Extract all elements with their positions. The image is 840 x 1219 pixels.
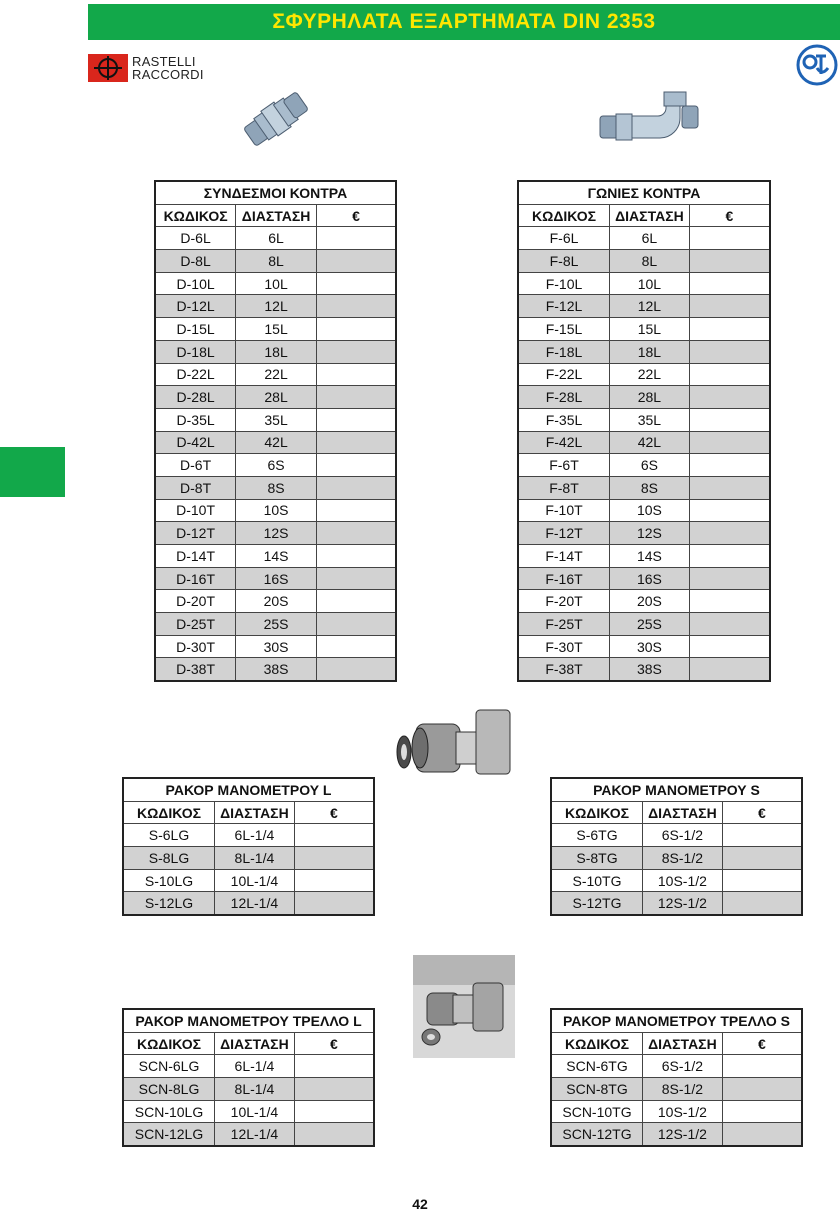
table-row [123,824,374,847]
table-title: ΡΑΚΟΡ ΜΑΝΟΜΕΤΡΟΥ ΤΡΕΛΛΟ L [123,1009,374,1032]
table-row [155,613,396,636]
cell-code: D-22L [155,363,236,386]
company-emblem-icon [796,44,838,86]
table-gauge-fitting-l [122,777,375,916]
table-row [518,227,770,250]
cell-code: S-10LG [123,869,215,892]
table-row [155,635,396,658]
col-header-size: ΔΙΑΣΤΑΣΗ [610,204,690,227]
cell-code: D-20T [155,590,236,613]
table-row [551,869,802,892]
cell-price [722,892,802,915]
brand-line-2: RACCORDI [132,67,204,82]
gauge-fitting-photo [392,702,516,778]
cell-code: F-35L [518,408,610,431]
page-number: 42 [412,1196,428,1212]
table-row [518,408,770,431]
cell-code: F-6L [518,227,610,250]
cell-code: D-18L [155,340,236,363]
cell-code: F-28L [518,386,610,409]
cell-price [689,431,770,454]
elbow-union-photo [592,86,702,156]
table-swivel-gauge-fitting-s [550,1008,803,1147]
cell-size: 6S-1/2 [643,1055,723,1078]
cell-size: 6S [610,454,690,477]
table-row [123,1123,374,1146]
table-title: ΡΑΚΟΡ ΜΑΝΟΜΕΤΡΟΥ S [551,778,802,801]
cell-size: 42L [610,431,690,454]
col-header-code: ΚΩΔΙΚΟΣ [123,801,215,824]
section-side-tab [0,447,65,497]
cell-price [316,658,396,681]
table-row [551,892,802,915]
cell-size: 38S [610,658,690,681]
table-row [518,590,770,613]
cell-size: 8S-1/2 [643,1078,723,1101]
cell-price [294,1123,374,1146]
cell-size: 12S [236,522,317,545]
table-row [123,1055,374,1078]
cell-size: 20S [610,590,690,613]
table-row [518,295,770,318]
table-row [155,590,396,613]
cell-price [316,363,396,386]
cell-price [689,295,770,318]
cell-price [689,476,770,499]
cell-code: F-6T [518,454,610,477]
cell-size: 35L [236,408,317,431]
cell-price [316,567,396,590]
cell-price [689,590,770,613]
table-row [518,318,770,341]
cell-price [316,431,396,454]
cell-price [316,386,396,409]
cell-price [689,454,770,477]
cell-code: SCN-12TG [551,1123,643,1146]
cell-price [722,847,802,870]
cell-code: F-10T [518,499,610,522]
cell-size: 30S [236,635,317,658]
cell-price [689,522,770,545]
col-header-code: ΚΩΔΙΚΟΣ [123,1032,215,1055]
cell-code: D-42L [155,431,236,454]
cell-code: F-12L [518,295,610,318]
cell-size: 15L [236,318,317,341]
cell-price [294,1100,374,1123]
table-row [518,499,770,522]
cell-size: 16S [236,567,317,590]
table-elbow-connectors [517,180,771,682]
cell-price [316,250,396,273]
cell-size: 25S [236,613,317,636]
cell-price [689,408,770,431]
cell-size: 18L [236,340,317,363]
swivel-gauge-fitting-photo [413,955,515,1058]
table-row [155,476,396,499]
table-row [551,1123,802,1146]
table-row [518,431,770,454]
col-header-price: € [689,204,770,227]
cell-price [316,295,396,318]
cell-size: 6L-1/4 [215,1055,295,1078]
table-row [123,892,374,915]
table-row [551,847,802,870]
table-gauge-fitting-s [550,777,803,916]
cell-code: D-6L [155,227,236,250]
cell-price [722,824,802,847]
table-row [518,522,770,545]
table-title: ΡΑΚΟΡ ΜΑΝΟΜΕΤΡΟΥ L [123,778,374,801]
cell-size: 28L [610,386,690,409]
cell-code: F-16T [518,567,610,590]
cell-size: 22L [610,363,690,386]
cell-code: F-22L [518,363,610,386]
brand-line-1: RASTELLI [132,54,196,69]
col-header-price: € [722,1032,802,1055]
cell-code: F-20T [518,590,610,613]
cell-size: 22L [236,363,317,386]
col-header-price: € [294,801,374,824]
table-row [551,1100,802,1123]
cell-price [722,1055,802,1078]
cell-size: 28L [236,386,317,409]
cell-size: 12S [610,522,690,545]
cell-size: 16S [610,567,690,590]
col-header-size: ΔΙΑΣΤΑΣΗ [236,204,317,227]
cell-code: S-8TG [551,847,643,870]
table-row [123,1078,374,1101]
table-row [155,295,396,318]
cell-price [689,227,770,250]
cell-code: SCN-10TG [551,1100,643,1123]
table-row [155,227,396,250]
cell-code: D-38T [155,658,236,681]
table-row [155,340,396,363]
cell-size: 8L [236,250,317,273]
cell-code: S-8LG [123,847,215,870]
col-header-size: ΔΙΑΣΤΑΣΗ [643,1032,723,1055]
cell-code: D-16T [155,567,236,590]
cell-size: 8S [610,476,690,499]
cell-code: D-35L [155,408,236,431]
col-header-price: € [294,1032,374,1055]
cell-size: 10L-1/4 [215,1100,295,1123]
table-row [155,250,396,273]
cell-price [689,499,770,522]
cell-price [722,1078,802,1101]
cell-price [689,545,770,568]
cell-price [316,340,396,363]
cell-code: F-10L [518,272,610,295]
table-row [155,318,396,341]
cell-price [316,476,396,499]
cell-price [294,869,374,892]
cell-price [294,1055,374,1078]
cell-code: S-6LG [123,824,215,847]
cell-price [689,658,770,681]
cell-code: F-42L [518,431,610,454]
cell-size: 6L [610,227,690,250]
cell-price [294,847,374,870]
table-row [155,545,396,568]
table-row [518,567,770,590]
table-row [518,635,770,658]
table-row [155,567,396,590]
cell-code: S-10TG [551,869,643,892]
cell-code: F-30T [518,635,610,658]
table-title: ΓΩΝΙΕΣ ΚΟΝΤΡΑ [518,181,770,204]
table-row [123,869,374,892]
cell-price [722,1100,802,1123]
cell-size: 12S-1/2 [643,892,723,915]
cell-code: D-8T [155,476,236,499]
cell-price [316,522,396,545]
col-header-size: ΔΙΑΣΤΑΣΗ [215,1032,295,1055]
rastelli-logo-icon [88,54,128,82]
cell-code: S-12LG [123,892,215,915]
cell-price [316,499,396,522]
cell-code: SCN-6TG [551,1055,643,1078]
table-row [518,658,770,681]
cell-size: 8S [236,476,317,499]
cell-code: D-12L [155,295,236,318]
col-header-size: ΔΙΑΣΤΑΣΗ [215,801,295,824]
table-row [518,340,770,363]
cell-code: F-8L [518,250,610,273]
cell-price [689,567,770,590]
cell-price [722,1123,802,1146]
table-row [518,250,770,273]
cell-price [316,545,396,568]
cell-size: 6L-1/4 [215,824,295,847]
cell-price [294,892,374,915]
table-row [518,613,770,636]
cell-price [316,635,396,658]
cell-code: F-14T [518,545,610,568]
cell-size: 12L [610,295,690,318]
cell-code: D-15L [155,318,236,341]
table-row [155,522,396,545]
cell-price [316,408,396,431]
cell-code: SCN-8LG [123,1078,215,1101]
table-row [155,386,396,409]
cell-size: 18L [610,340,690,363]
cell-size: 12L-1/4 [215,892,295,915]
cell-size: 38S [236,658,317,681]
cell-size: 6L [236,227,317,250]
cell-price [689,363,770,386]
cell-price [689,272,770,295]
table-swivel-gauge-fitting-l [122,1008,375,1147]
cell-price [689,340,770,363]
cell-code: SCN-12LG [123,1123,215,1146]
table-row [123,847,374,870]
cell-size: 10S [610,499,690,522]
cell-price [689,318,770,341]
cell-size: 15L [610,318,690,341]
table-row [518,386,770,409]
cell-price [316,454,396,477]
cell-code: D-6T [155,454,236,477]
cell-price [294,1078,374,1101]
table-row [155,658,396,681]
cell-size: 42L [236,431,317,454]
col-header-code: ΚΩΔΙΚΟΣ [155,204,236,227]
cell-code: SCN-10LG [123,1100,215,1123]
cell-size: 14S [610,545,690,568]
table-row [518,363,770,386]
cell-price [689,635,770,658]
page-title-banner: ΣΦΥΡΗΛΑΤΑ ΕΞΑΡΤΗΜΑΤΑ DIN 2353 [88,4,840,40]
cell-price [689,386,770,409]
straight-union-photo [238,82,314,156]
cell-code: D-28L [155,386,236,409]
cell-size: 12S-1/2 [643,1123,723,1146]
cell-size: 10L [610,272,690,295]
table-coupling-connectors [154,180,397,682]
col-header-price: € [316,204,396,227]
cell-size: 10S-1/2 [643,1100,723,1123]
table-row [155,363,396,386]
cell-size: 14S [236,545,317,568]
cell-code: D-14T [155,545,236,568]
col-header-code: ΚΩΔΙΚΟΣ [551,801,643,824]
cell-price [316,272,396,295]
cell-size: 35L [610,408,690,431]
table-row [155,431,396,454]
col-header-price: € [722,801,802,824]
col-header-code: ΚΩΔΙΚΟΣ [518,204,610,227]
cell-code: D-12T [155,522,236,545]
table-row [155,499,396,522]
cell-size: 12L-1/4 [215,1123,295,1146]
table-title: ΡΑΚΟΡ ΜΑΝΟΜΕΤΡΟΥ ΤΡΕΛΛΟ S [551,1009,802,1032]
cell-size: 8L-1/4 [215,847,295,870]
cell-size: 6S-1/2 [643,824,723,847]
col-header-code: ΚΩΔΙΚΟΣ [551,1032,643,1055]
cell-size: 12L [236,295,317,318]
cell-size: 10L [236,272,317,295]
cell-size: 20S [236,590,317,613]
cell-code: D-8L [155,250,236,273]
table-row [551,1078,802,1101]
col-header-size: ΔΙΑΣΤΑΣΗ [643,801,723,824]
cell-size: 10S-1/2 [643,869,723,892]
cell-price [316,318,396,341]
cell-size: 8L [610,250,690,273]
cell-price [294,824,374,847]
cell-code: F-8T [518,476,610,499]
table-row [518,476,770,499]
cell-code: SCN-6LG [123,1055,215,1078]
cell-price [316,590,396,613]
cell-price [689,613,770,636]
table-row [123,1100,374,1123]
cell-code: F-38T [518,658,610,681]
cell-size: 8L-1/4 [215,1078,295,1101]
table-row [518,545,770,568]
cell-price [316,613,396,636]
cell-code: D-25T [155,613,236,636]
cell-code: F-15L [518,318,610,341]
cell-code: SCN-8TG [551,1078,643,1101]
cell-code: D-10T [155,499,236,522]
table-row [518,454,770,477]
table-row [551,824,802,847]
cell-code: D-10L [155,272,236,295]
cell-size: 30S [610,635,690,658]
cell-code: S-6TG [551,824,643,847]
table-title: ΣΥΝΔΕΣΜΟΙ ΚΟΝΤΡΑ [155,181,396,204]
cell-code: D-30T [155,635,236,658]
cell-code: S-12TG [551,892,643,915]
cell-price [316,227,396,250]
cell-code: F-25T [518,613,610,636]
cell-size: 10L-1/4 [215,869,295,892]
table-row [155,408,396,431]
cell-code: F-18L [518,340,610,363]
table-row [155,272,396,295]
cell-size: 8S-1/2 [643,847,723,870]
cell-price [689,250,770,273]
table-row [518,272,770,295]
cell-size: 25S [610,613,690,636]
table-row [155,454,396,477]
cell-size: 6S [236,454,317,477]
cell-size: 10S [236,499,317,522]
cell-price [722,869,802,892]
rastelli-logo [88,54,204,82]
cell-code: F-12T [518,522,610,545]
table-row [551,1055,802,1078]
